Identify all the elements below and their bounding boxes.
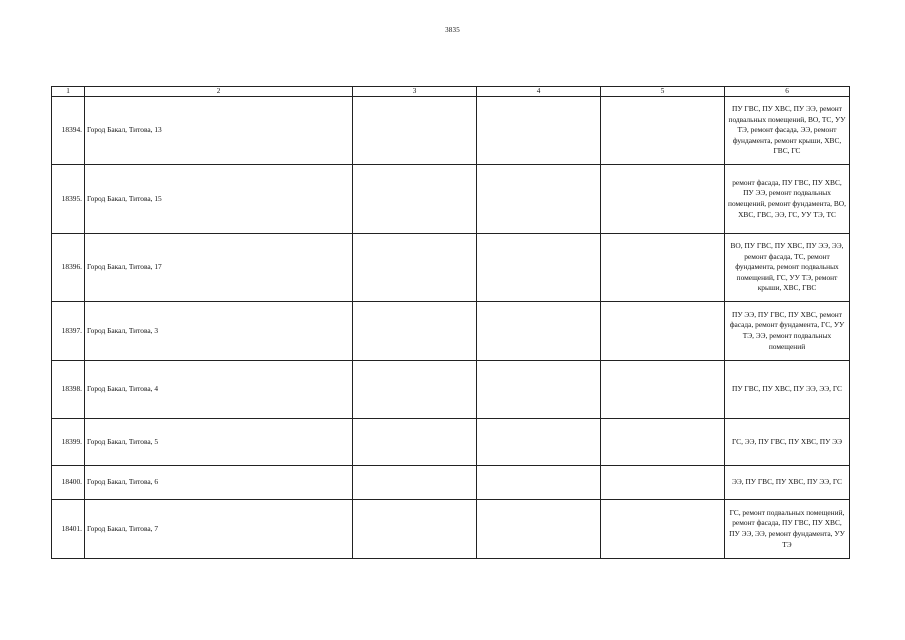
row-cell-3 (353, 302, 477, 361)
row-address: Город Бакал, Титова, 15 (85, 165, 353, 234)
column-header-3: 3 (353, 87, 477, 97)
table-row (52, 165, 850, 234)
row-address: Город Бакал, Титова, 13 (85, 97, 353, 165)
page-number: 3835 (445, 26, 460, 34)
row-works: ГС, ЭЭ, ПУ ГВС, ПУ ХВС, ПУ ЭЭ (725, 419, 850, 466)
row-cell-3 (353, 234, 477, 302)
row-cell-5 (601, 234, 725, 302)
row-cell-3 (353, 97, 477, 165)
row-cell-5 (601, 500, 725, 559)
row-address: Город Бакал, Титова, 6 (85, 466, 353, 500)
row-cell-5 (601, 419, 725, 466)
row-cell-3 (353, 165, 477, 234)
row-number: 18397. (52, 302, 85, 361)
row-cell-4 (477, 234, 601, 302)
table-row (52, 419, 850, 466)
row-cell-5 (601, 97, 725, 165)
row-number: 18399. (52, 419, 85, 466)
row-cell-3 (353, 361, 477, 419)
row-cell-4 (477, 97, 601, 165)
row-works: ПУ ЭЭ, ПУ ГВС, ПУ ХВС, ремонт фасада, ремонт фундамента, ГС, УУ ТЭ, ЭЭ, ремонт подвальных помещений (725, 302, 850, 361)
table-row (52, 361, 850, 419)
row-number: 18395. (52, 165, 85, 234)
row-works: ремонт фасада, ПУ ГВС, ПУ ХВС, ПУ ЭЭ, ремонт подвальных помещений, ремонт фундамента, ВО, ХВС, ГВС, ЭЭ, ГС, УУ ТЭ, ТС (725, 165, 850, 234)
column-header-6: 6 (725, 87, 850, 97)
row-number: 18398. (52, 361, 85, 419)
row-address: Город Бакал, Титова, 7 (85, 500, 353, 559)
row-cell-5 (601, 361, 725, 419)
row-cell-4 (477, 302, 601, 361)
column-header-2: 2 (85, 87, 353, 97)
row-works: ГС, ремонт подвальных помещений, ремонт фасада, ПУ ГВС, ПУ ХВС, ПУ ЭЭ, ЭЭ, ремонт фундамента, УУ ТЭ (725, 500, 850, 559)
row-cell-5 (601, 466, 725, 500)
row-address: Город Бакал, Титова, 5 (85, 419, 353, 466)
table-row (52, 302, 850, 361)
row-cell-3 (353, 500, 477, 559)
row-cell-4 (477, 419, 601, 466)
table-row (52, 234, 850, 302)
row-address: Город Бакал, Титова, 4 (85, 361, 353, 419)
row-cell-4 (477, 361, 601, 419)
row-cell-4 (477, 500, 601, 559)
column-header-1: 1 (52, 87, 85, 97)
row-number: 18394. (52, 97, 85, 165)
column-header-4: 4 (477, 87, 601, 97)
table-row (52, 500, 850, 559)
row-address: Город Бакал, Титова, 3 (85, 302, 353, 361)
row-number: 18400. (52, 466, 85, 500)
row-cell-3 (353, 419, 477, 466)
row-works: ВО, ПУ ГВС, ПУ ХВС, ПУ ЭЭ, ЭЭ, ремонт фасада, ТС, ремонт фундамента, ремонт подвальных помещений, ГС, УУ ТЭ, ремонт крыши, ХВС, ГВС (725, 234, 850, 302)
row-address: Город Бакал, Титова, 17 (85, 234, 353, 302)
row-cell-4 (477, 466, 601, 500)
row-number: 18396. (52, 234, 85, 302)
row-cell-4 (477, 165, 601, 234)
row-works: ЭЭ, ПУ ГВС, ПУ ХВС, ПУ ЭЭ, ГС (725, 466, 850, 500)
column-header-5: 5 (601, 87, 725, 97)
row-works: ПУ ГВС, ПУ ХВС, ПУ ЭЭ, ЭЭ, ГС (725, 361, 850, 419)
row-number: 18401. (52, 500, 85, 559)
row-cell-3 (353, 466, 477, 500)
table-row (52, 466, 850, 500)
row-cell-5 (601, 165, 725, 234)
registry-table (51, 86, 850, 559)
row-works: ПУ ГВС, ПУ ХВС, ПУ ЭЭ, ремонт подвальных помещений, ВО, ТС, УУ ТЭ, ремонт фасада, ЭЭ, ремонт фундамента, ремонт крыши, ХВС, ГВС, ГС (725, 97, 850, 165)
table-row (52, 97, 850, 165)
header-row (52, 87, 850, 97)
row-cell-5 (601, 302, 725, 361)
